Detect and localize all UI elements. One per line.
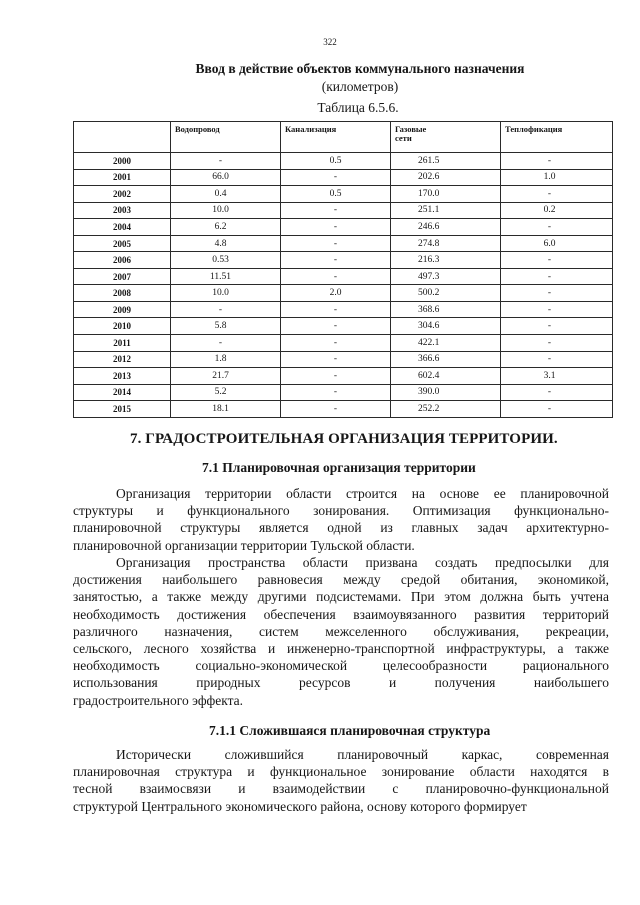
table-row xyxy=(74,301,613,318)
cell-gas: 216.3 xyxy=(391,252,501,269)
text-line: достижения наибольшего равновесия между средой обитания, экономикой, xyxy=(73,572,609,588)
cell-gas: 366.6 xyxy=(391,351,501,368)
cell-heating: - xyxy=(501,401,613,418)
page-number: 322 xyxy=(323,37,337,47)
table-row xyxy=(74,384,613,401)
cell-sewer: - xyxy=(281,202,391,219)
cell-heating: - xyxy=(501,268,613,285)
cell-sewer: - xyxy=(281,301,391,318)
table-row xyxy=(74,202,613,219)
cell-year: 2012 xyxy=(74,351,171,368)
cell-year: 2006 xyxy=(74,252,171,269)
cell-year: 2009 xyxy=(74,301,171,318)
text-line: Исторически сложившийся планировочный каркас, современная xyxy=(116,747,609,762)
cell-water: 5.2 xyxy=(171,384,281,401)
table-row xyxy=(74,153,613,170)
paragraph-territory-organization xyxy=(73,485,609,554)
cell-gas: 368.6 xyxy=(391,301,501,318)
text-line: Организация пространства области призвана создать предпосылки для xyxy=(116,555,609,570)
cell-water: 21.7 xyxy=(171,368,281,385)
cell-year: 2010 xyxy=(74,318,171,335)
cell-heating: - xyxy=(501,351,613,368)
table-row xyxy=(74,351,613,368)
table-row xyxy=(74,186,613,203)
text-line: тесной взаимосвязи и взаимодействии с планировочно-функциональной xyxy=(73,781,609,797)
cell-sewer: - xyxy=(281,351,391,368)
cell-heating: 1.0 xyxy=(501,169,613,186)
cell-gas: 251.1 xyxy=(391,202,501,219)
utilities-table xyxy=(73,121,613,418)
table-header-row xyxy=(74,122,613,153)
subsection-heading: 7.1 Планировочная организация территории xyxy=(202,460,476,475)
text-line: занятостью, а также между другими подсистемами. При этом должна быть учтена xyxy=(73,589,609,605)
cell-water: 18.1 xyxy=(171,401,281,418)
cell-gas: 274.8 xyxy=(391,235,501,252)
cell-heating: - xyxy=(501,318,613,335)
text-line: Организация территории области строится на основе ее планировочной xyxy=(116,486,609,501)
table-row xyxy=(74,252,613,269)
cell-gas: 497.3 xyxy=(391,268,501,285)
cell-gas: 170.0 xyxy=(391,186,501,203)
cell-year: 2000 xyxy=(74,153,171,170)
cell-water: - xyxy=(171,153,281,170)
cell-heating: - xyxy=(501,186,613,203)
cell-heating: 0.2 xyxy=(501,202,613,219)
cell-year: 2005 xyxy=(74,235,171,252)
header-cell-heating: Теплофикация xyxy=(501,122,613,153)
table-row xyxy=(74,268,613,285)
cell-sewer: - xyxy=(281,335,391,352)
cell-year: 2013 xyxy=(74,368,171,385)
text-line: градостроительного эффекта. xyxy=(73,692,244,708)
text-line: структуры и функционального зонирования. Оптимизация функционально- xyxy=(73,503,609,519)
subsubsection-heading: 7.1.1 Сложившаяся планировочная структура xyxy=(209,723,491,738)
cell-water: 0.4 xyxy=(171,186,281,203)
cell-heating: - xyxy=(501,384,613,401)
cell-year: 2011 xyxy=(74,335,171,352)
text-line: планировочной структуры является одной из главных задач архитектурно- xyxy=(73,520,609,536)
text-line: необходимость социально-экономической целесообразности рационального xyxy=(73,658,609,674)
table-row xyxy=(74,318,613,335)
cell-year: 2007 xyxy=(74,268,171,285)
cell-heating: - xyxy=(501,252,613,269)
section-heading: 7. ГРАДОСТРОИТЕЛЬНАЯ ОРГАНИЗАЦИЯ ТЕРРИТОРИИ. xyxy=(130,431,558,447)
table-row xyxy=(74,335,613,352)
cell-heating: - xyxy=(501,335,613,352)
cell-sewer: - xyxy=(281,384,391,401)
cell-sewer: - xyxy=(281,219,391,236)
cell-gas: 390.0 xyxy=(391,384,501,401)
cell-year: 2003 xyxy=(74,202,171,219)
table-row xyxy=(74,285,613,302)
cell-water: 0.53 xyxy=(171,252,281,269)
cell-sewer: - xyxy=(281,318,391,335)
table-label: Таблица 6.5.6. xyxy=(317,100,399,115)
table-row xyxy=(74,235,613,252)
text-line: использования природных ресурсов и получения наибольшего xyxy=(73,675,609,691)
header-cell-year xyxy=(74,122,171,153)
table-row xyxy=(74,368,613,385)
header-cell-sewer: Канализация xyxy=(281,122,391,153)
cell-year: 2015 xyxy=(74,401,171,418)
cell-year: 2008 xyxy=(74,285,171,302)
cell-heating: 3.1 xyxy=(501,368,613,385)
cell-water: - xyxy=(171,335,281,352)
paragraph-planning-structure xyxy=(73,746,609,815)
cell-water: 4.8 xyxy=(171,235,281,252)
table-row xyxy=(74,401,613,418)
cell-water: 66.0 xyxy=(171,169,281,186)
cell-sewer: - xyxy=(281,169,391,186)
cell-heating: - xyxy=(501,285,613,302)
cell-gas: 252.2 xyxy=(391,401,501,418)
cell-heating: - xyxy=(501,301,613,318)
text-line: планировочной организации территории Тульской области. xyxy=(73,537,415,553)
text-line: планировочная структура и функциональное зонирование области находятся в xyxy=(73,764,609,780)
cell-water: 10.0 xyxy=(171,285,281,302)
cell-sewer: - xyxy=(281,268,391,285)
paragraph-space-organization xyxy=(73,554,609,709)
text-line: различного назначения, систем межселенного обслуживания, рекреации, xyxy=(73,623,609,639)
cell-year: 2002 xyxy=(74,186,171,203)
cell-water: 1.8 xyxy=(171,351,281,368)
cell-year: 2004 xyxy=(74,219,171,236)
table-row xyxy=(74,169,613,186)
document-subtitle: (километров) xyxy=(321,79,399,94)
cell-sewer: - xyxy=(281,252,391,269)
cell-water: 10.0 xyxy=(171,202,281,219)
text-line: сельского, лесного хозяйства и инженерно-транспортной инфраструктуры, а также xyxy=(73,641,609,657)
cell-gas: 304.6 xyxy=(391,318,501,335)
cell-water: 5.8 xyxy=(171,318,281,335)
cell-year: 2014 xyxy=(74,384,171,401)
text-line: структурой Центрального экономического района, основу которого формирует xyxy=(73,798,527,814)
cell-gas: 246.6 xyxy=(391,219,501,236)
cell-gas: 261.5 xyxy=(391,153,501,170)
cell-sewer: 0.5 xyxy=(281,186,391,203)
header-cell-water: Водопровод xyxy=(171,122,281,153)
cell-heating: 6.0 xyxy=(501,235,613,252)
table-row xyxy=(74,219,613,236)
cell-water: - xyxy=(171,301,281,318)
cell-sewer: 0.5 xyxy=(281,153,391,170)
cell-water: 6.2 xyxy=(171,219,281,236)
cell-gas: 602.4 xyxy=(391,368,501,385)
document-title: Ввод в действие объектов коммунального назначения xyxy=(195,61,525,76)
cell-gas: 422.1 xyxy=(391,335,501,352)
cell-water: 11.51 xyxy=(171,268,281,285)
cell-sewer: - xyxy=(281,368,391,385)
cell-gas: 202.6 xyxy=(391,169,501,186)
cell-heating: - xyxy=(501,219,613,236)
cell-sewer: - xyxy=(281,235,391,252)
text-line: необходимость достижения обеспечения взаимоувязанного развития территорий xyxy=(73,606,609,622)
cell-sewer: 2.0 xyxy=(281,285,391,302)
cell-year: 2001 xyxy=(74,169,171,186)
cell-heating: - xyxy=(501,153,613,170)
cell-gas: 500.2 xyxy=(391,285,501,302)
header-cell-gas: Газовые сети xyxy=(391,122,501,153)
cell-sewer: - xyxy=(281,401,391,418)
